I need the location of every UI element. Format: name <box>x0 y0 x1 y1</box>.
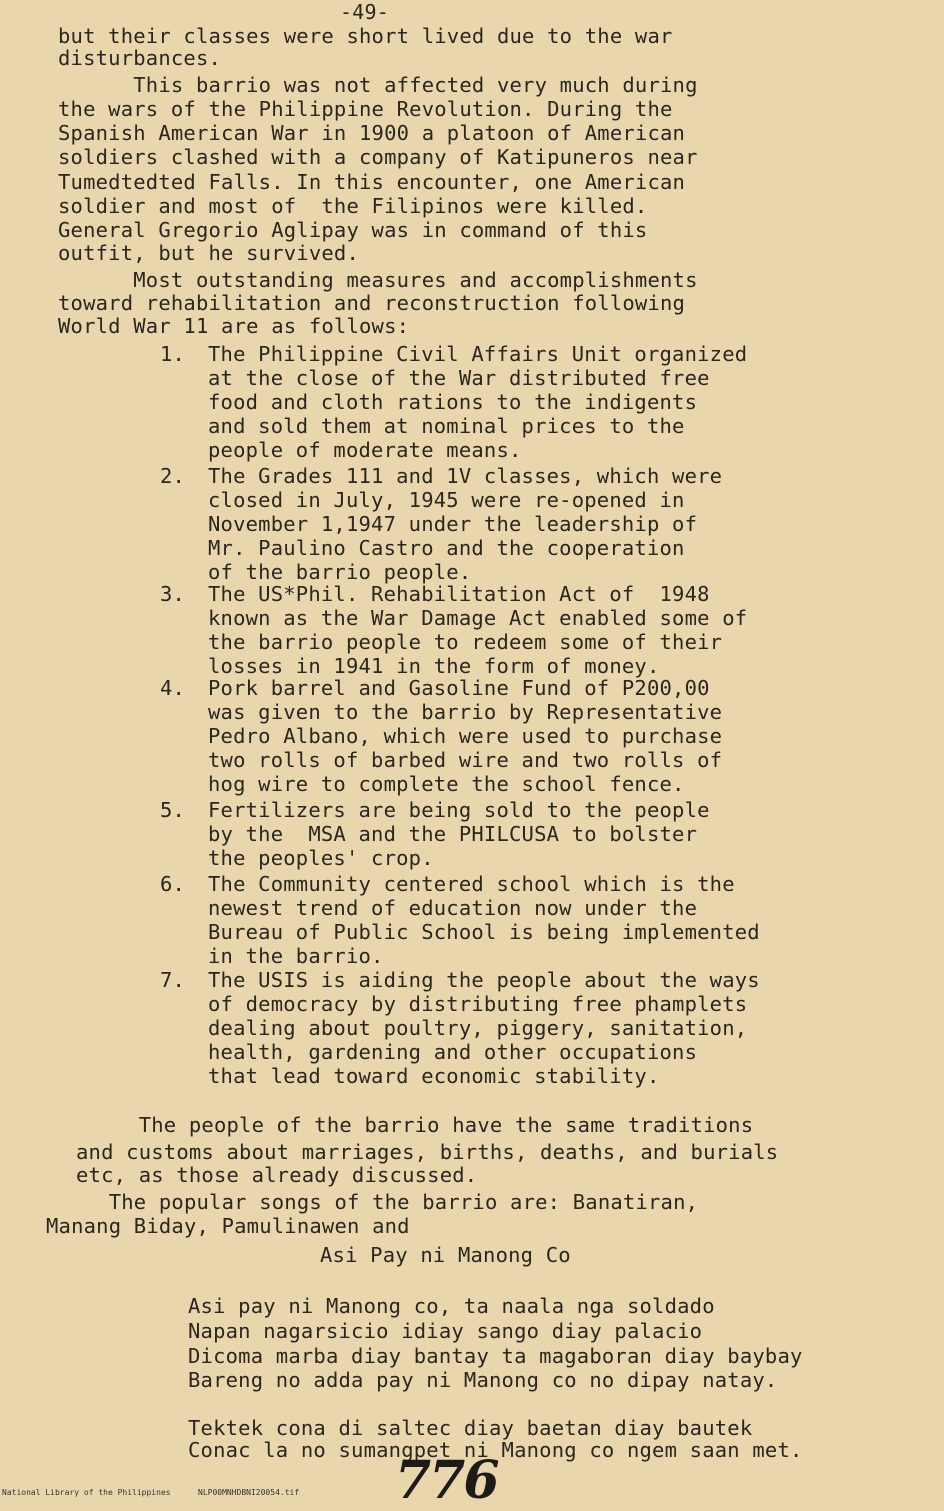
text-line: The people of the barrio have the same traditions <box>76 1113 754 1137</box>
text-line: food and cloth rations to the indigents <box>208 390 698 414</box>
page-number: -49- <box>340 0 389 24</box>
text-line: known as the War Damage Act enabled some of <box>208 606 748 630</box>
text-line: The Grades 111 and 1V classes, which were <box>208 464 723 488</box>
text-line: soldiers clashed with a company of Katipuneros near <box>58 145 698 169</box>
text-line: disturbances. <box>58 46 222 70</box>
text-line: the barrio people to redeem some of their <box>208 630 723 654</box>
list-item-number: 7. <box>160 968 186 992</box>
text-line: dealing about poultry, piggery, sanitation, <box>208 1016 748 1040</box>
text-line: Asi pay ni Manong co, ta naala nga soldado <box>188 1294 715 1318</box>
text-line: the wars of the Philippine Revolution. During the <box>58 97 673 121</box>
text-line: The USIS is aiding the people about the ways <box>208 968 760 992</box>
text-line: newest trend of education now under the <box>208 896 698 920</box>
text-line: and customs about marriages, births, deaths, and burials <box>76 1140 779 1164</box>
text-line: General Gregorio Aglipay was in command of this <box>58 218 648 242</box>
text-line: of the barrio people. <box>208 560 472 584</box>
text-line: that lead toward economic stability. <box>208 1064 660 1088</box>
text-line: but their classes were short lived due to the war <box>58 24 673 48</box>
list-item-number: 3. <box>160 582 186 606</box>
text-line: losses in 1941 in the form of money. <box>208 654 660 678</box>
text-line: toward rehabilitation and reconstruction following <box>58 291 686 315</box>
text-line: outfit, but he survived. <box>58 241 360 265</box>
text-line: Tektek cona di saltec diay baetan diay bautek <box>188 1416 753 1440</box>
text-line: in the barrio. <box>208 944 384 968</box>
text-line: The popular songs of the barrio are: Banatiran, <box>46 1190 699 1214</box>
footer-library-credit: National Library of the Philippines <box>2 1488 171 1497</box>
text-line: This barrio was not affected very much during <box>58 73 698 97</box>
text-line: November 1,1947 under the leadership of <box>208 512 698 536</box>
text-line: Fertilizers are being sold to the people <box>208 798 710 822</box>
text-line: The Philippine Civil Affairs Unit organized <box>208 342 748 366</box>
text-line: etc, as those already discussed. <box>76 1163 478 1187</box>
list-item-number: 5. <box>160 798 186 822</box>
list-item-number: 2. <box>160 464 186 488</box>
list-item-number: 4. <box>160 676 186 700</box>
handwritten-page-stamp: 776 <box>395 1450 498 1511</box>
text-line: Bureau of Public School is being implemented <box>208 920 760 944</box>
text-line: the peoples' crop. <box>208 846 434 870</box>
text-line: The US*Phil. Rehabilitation Act of 1948 <box>208 582 710 606</box>
text-line: Mr. Paulino Castro and the cooperation <box>208 536 685 560</box>
text-line: Bareng no adda pay ni Manong co no dipay natay. <box>188 1368 778 1392</box>
text-line: The Community centered school which is the <box>208 872 735 896</box>
text-line: Tumedtedted Falls. In this encounter, one American <box>58 170 686 194</box>
text-line: of democracy by distributing free phamplets <box>208 992 748 1016</box>
text-line: two rolls of barbed wire and two rolls of <box>208 748 723 772</box>
text-line: Dicoma marba diay bantay ta magaboran diay baybay <box>188 1344 803 1368</box>
text-line: by the MSA and the PHILCUSA to bolster <box>208 822 698 846</box>
list-item-number: 1. <box>160 342 186 366</box>
text-line: and sold them at nominal prices to the <box>208 414 685 438</box>
text-line: Manang Biday, Pamulinawen and <box>46 1214 410 1238</box>
text-line: was given to the barrio by Representative <box>208 700 723 724</box>
text-line: people of moderate means. <box>208 438 522 462</box>
text-line: Conac la no sumangpet ni Manong co ngem saan met. <box>188 1438 803 1462</box>
text-line: closed in July, 1945 were re-opened in <box>208 488 685 512</box>
text-line: Pork barrel and Gasoline Fund of P200,00 <box>208 676 710 700</box>
footer-filename: NLP00MNHDBNI20054.tif <box>198 1488 300 1497</box>
song-title: Asi Pay ni Manong Co <box>320 1243 571 1267</box>
list-item-number: 6. <box>160 872 186 896</box>
text-line: health, gardening and other occupations <box>208 1040 698 1064</box>
text-line: Spanish American War in 1900 a platoon of American <box>58 121 686 145</box>
text-line: World War 11 are as follows: <box>58 314 410 338</box>
text-line: soldier and most of the Filipinos were killed. <box>58 194 648 218</box>
text-line: Napan nagarsicio idiay sango diay palacio <box>188 1319 703 1343</box>
text-line: Most outstanding measures and accomplishments <box>58 268 698 292</box>
text-line: hog wire to complete the school fence. <box>208 772 685 796</box>
text-line: Pedro Albano, which were used to purchase <box>208 724 723 748</box>
text-line: at the close of the War distributed free <box>208 366 710 390</box>
